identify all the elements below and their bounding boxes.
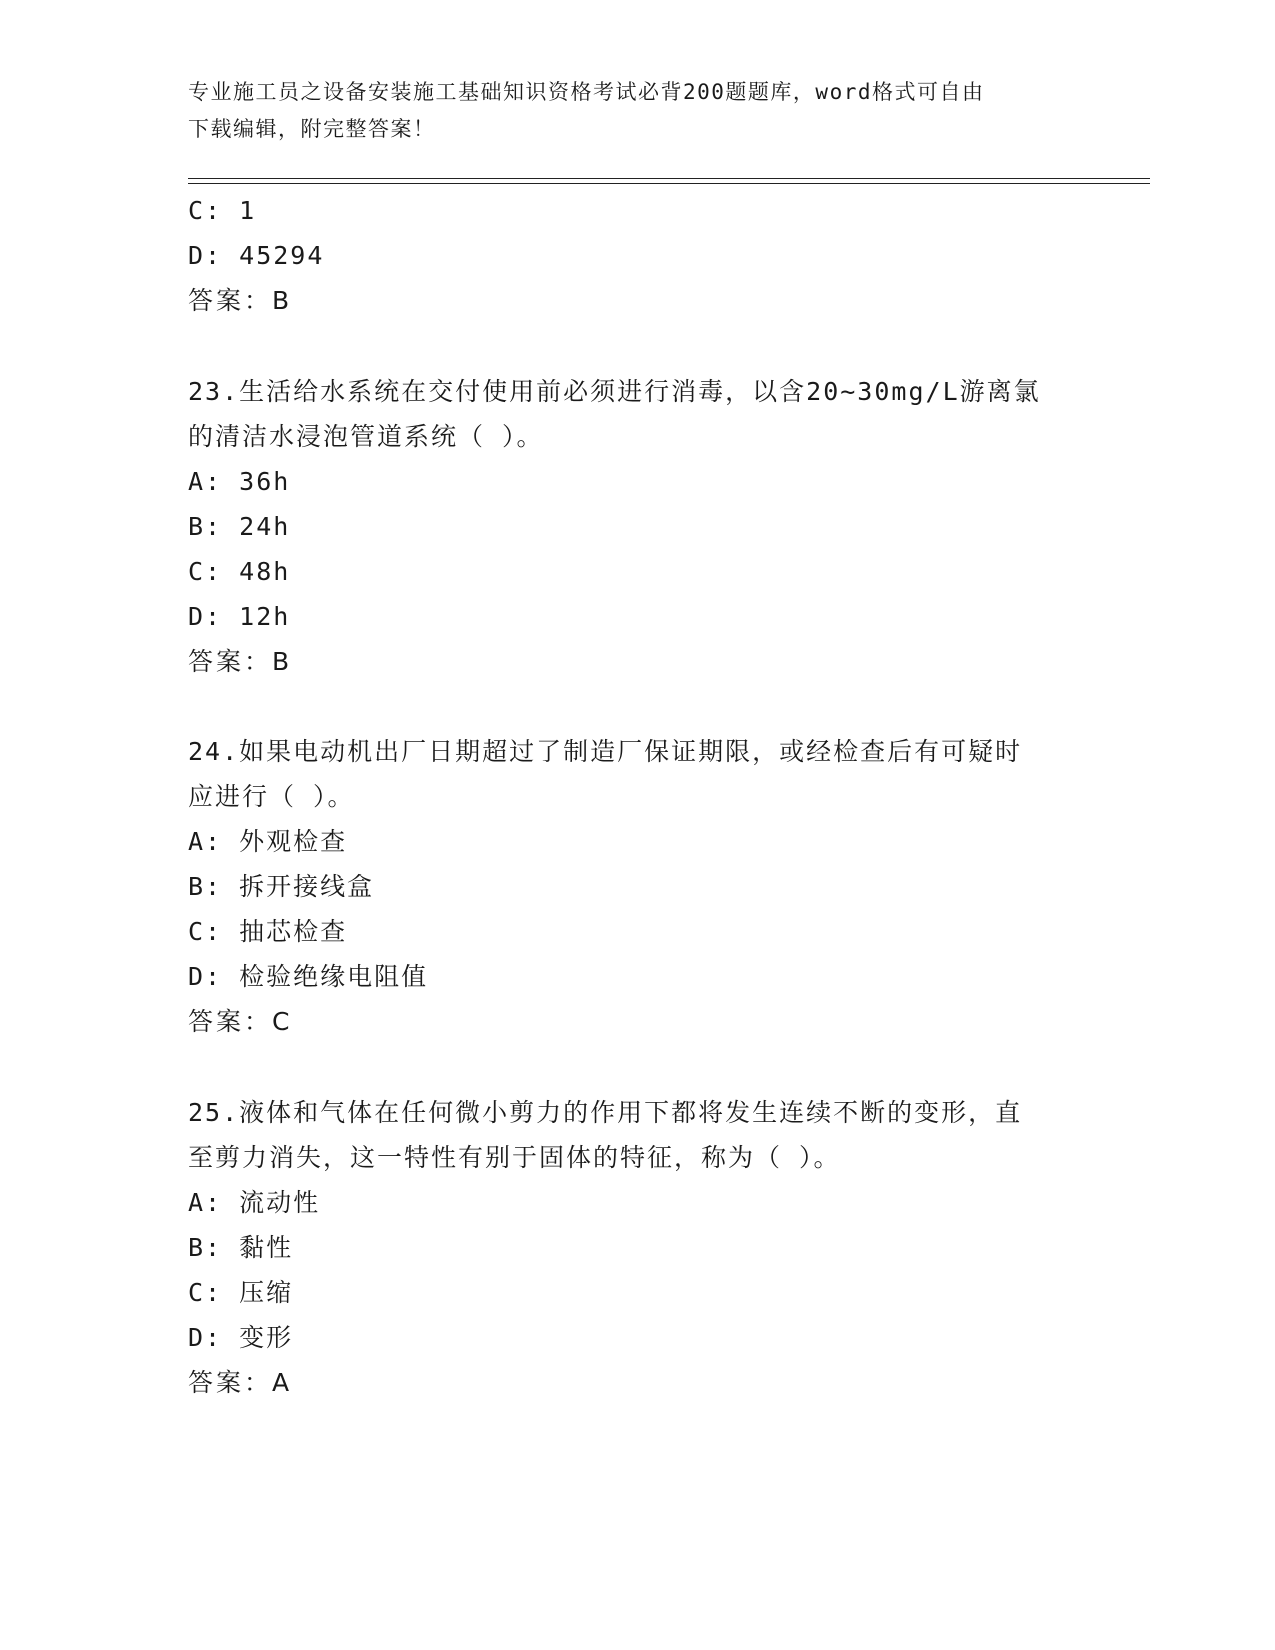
q23-option-d: D: 12h [188, 602, 291, 631]
q23-stem-line-1: 23.生活给水系统在交付使用前必须进行消毒，以含20~30mg/L游离氯 [188, 377, 1041, 406]
q24-option-d: D: 检验绝缘电阻值 [188, 962, 429, 991]
q25-option-a: A: 流动性 [188, 1188, 321, 1217]
header-title-line-1: 专业施工员之设备安装施工基础知识资格考试必背200题题库，word格式可自由 [188, 80, 985, 104]
q22-option-c: C: 1 [188, 196, 257, 225]
q25-option-c: C: 压缩 [188, 1278, 294, 1307]
q23-answer: 答案：B [188, 647, 293, 676]
q24-answer: 答案：C [188, 1007, 293, 1036]
q23-option-a: A: 36h [188, 467, 291, 496]
q24-option-b: B: 拆开接线盒 [188, 872, 375, 901]
header-divider-top [188, 178, 1150, 179]
q24-option-c: C: 抽芯检查 [188, 917, 348, 946]
q25-stem-line-2: 至剪力消失，这一特性有别于固体的特征，称为（ ）。 [188, 1143, 841, 1172]
document-header [188, 74, 1068, 148]
header-title-line-2: 下载编辑，附完整答案！ [188, 117, 436, 141]
q22-option-d: D: 45294 [188, 241, 325, 270]
q25-stem-line-1: 25.液体和气体在任何微小剪力的作用下都将发生连续不断的变形，直 [188, 1098, 1023, 1127]
q23-option-c: C: 48h [188, 557, 291, 586]
q25-answer: 答案：A [188, 1368, 293, 1397]
q23-stem-line-2: 的清洁水浸泡管道系统（ ）。 [188, 422, 544, 451]
q24-stem-line-2: 应进行（ ）。 [188, 782, 355, 811]
q25-option-b: B: 黏性 [188, 1233, 294, 1262]
q24-option-a: A: 外观检查 [188, 827, 348, 856]
header-divider-bottom [188, 183, 1150, 184]
q24-stem-line-1: 24.如果电动机出厂日期超过了制造厂保证期限，或经检查后有可疑时 [188, 737, 1023, 766]
q23-option-b: B: 24h [188, 512, 291, 541]
q22-answer: 答案：B [188, 286, 293, 315]
q25-option-d: D: 变形 [188, 1323, 294, 1352]
